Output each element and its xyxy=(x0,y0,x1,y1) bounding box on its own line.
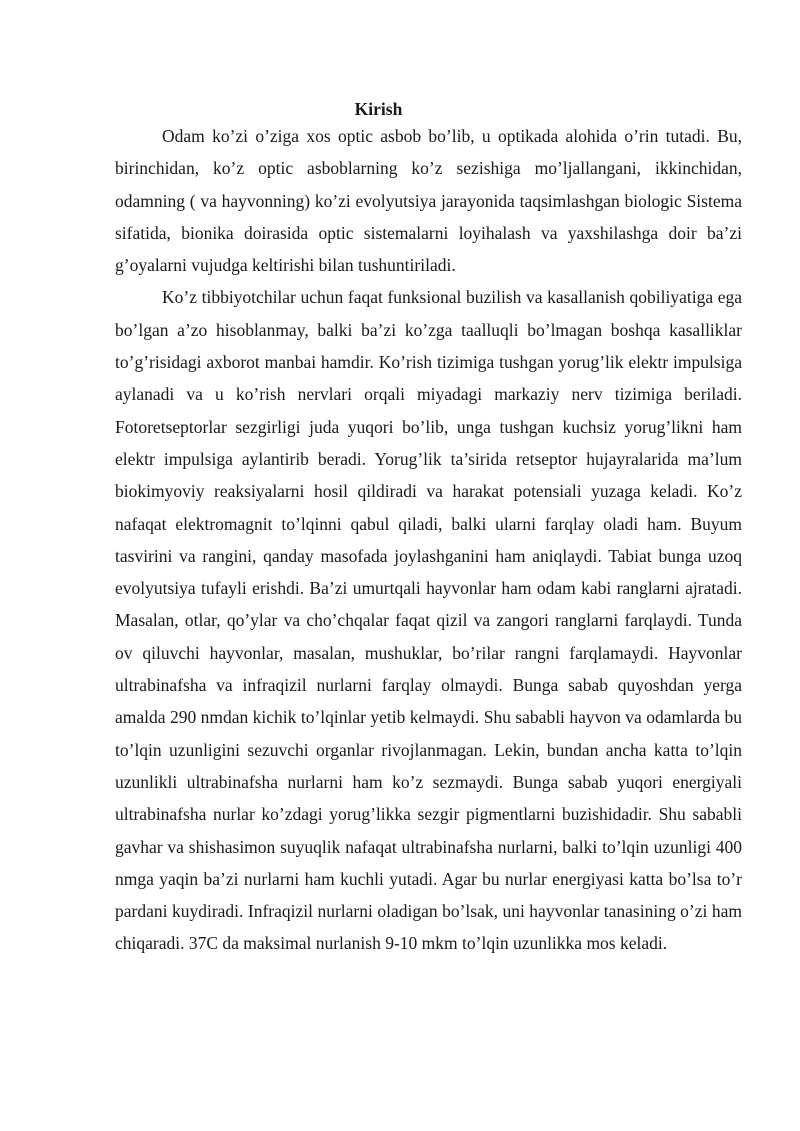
paragraph-2: Ko’z tibbiyotchilar uchun faqat funksional buzilish va kasallanish qobiliyatiga ega bo’lgan a’zo hisoblanmay, balki ba’zi ko’zga taalluqli bo’lmagan boshqa kasalliklar to’g’risidagi axborot manbai hamdir. Ko’rish tizimiga tushgan yorug’lik elektr impulsiga aylanadi va u ko’rish nervlari orqali miyadagi markaziy nerv tizimiga beriladi. Fotoretseptorlar sezgirligi juda yuqori bo’lib, unga tushgan kuchsiz yorug’likni ham elektr impulsiga aylantirib beradi. Yorug’lik ta’sirida retseptor hujayralarida ma’lum biokimyoviy reaksiyalarni hosil qildiradi va harakat potensiali yuzaga keladi. Ko’z nafaqat elektromagnit to’lqinni qabul qiladi, balki ularni farqlay oladi ham. Buyum tasvirini va rangini, qanday masofada joylashganini ham aniqlaydi. Tabiat bunga uzoq evolyutsiya tufayli erishdi. Ba’zi umurtqali hayvonlar ham odam kabi ranglarni ajratadi. Masalan, otlar, qo’ylar va cho’chqalar faqat qizil va zangori ranglarni farqlaydi. Tunda ov qiluvchi hayvonlar, masalan, mushuklar, bo’rilar rangni farqlamaydi. Hayvonlar ultrabinafsha va infraqizil nurlarni farqlay olmaydi. Bunga sabab quyoshdan yerga amalda 290 nmdan kichik to’lqinlar yetib kelmaydi. Shu sababli hayvon va odamlarda bu to’lqin uzunligini sezuvchi organlar rivojlanmagan. Lekin, bundan ancha katta to’lqin uzunlikli ultrabinafsha nurlarni ham ko’z sezmaydi. Bunga sabab yuqori energiyali ultrabinafsha nurlar ko’zdagi yorug’likka sezgir pigmentlarni buzishidadir. Shu sababli gavhar va shishasimon suyuqlik nafaqat ultrabinafsha nurlarni, balki to’lqin uzunligi 400 nmga yaqin ba’zi nurlarni ham kuchli yutadi. Agar bu nurlar energiyasi katta bo’lsa to’r pardani kuydiradi. Infraqizil nurlarni oladigan bo’lsak, uni hayvonlar tanasining o’zi ham chiqaradi. 37C da maksimal nurlanish 9-10 mkm to’lqin uzunlikka mos keladi. xyxy=(115,287,742,954)
paragraph-1: Odam ko’zi o’ziga xos optic asbob bo’lib, u optikada alohida o’rin tutadi. Bu, birinchidan, ko’z optic asboblarning ko’z sezishiga mo’ljallangani, ikkinchidan, odamning ( va hayvonning) ko’zi evolyutsiya jarayonida taqsimlashgan biologic Sistema sifatida, bionika doirasida optic sistemalarni loyihalash va yaxshilashga doir ba’zi g’oyalarni vujudga keltirishi bilan tushuntiriladi. xyxy=(115,126,742,276)
document-page xyxy=(115,97,742,960)
page-title: Kirish xyxy=(354,99,403,119)
